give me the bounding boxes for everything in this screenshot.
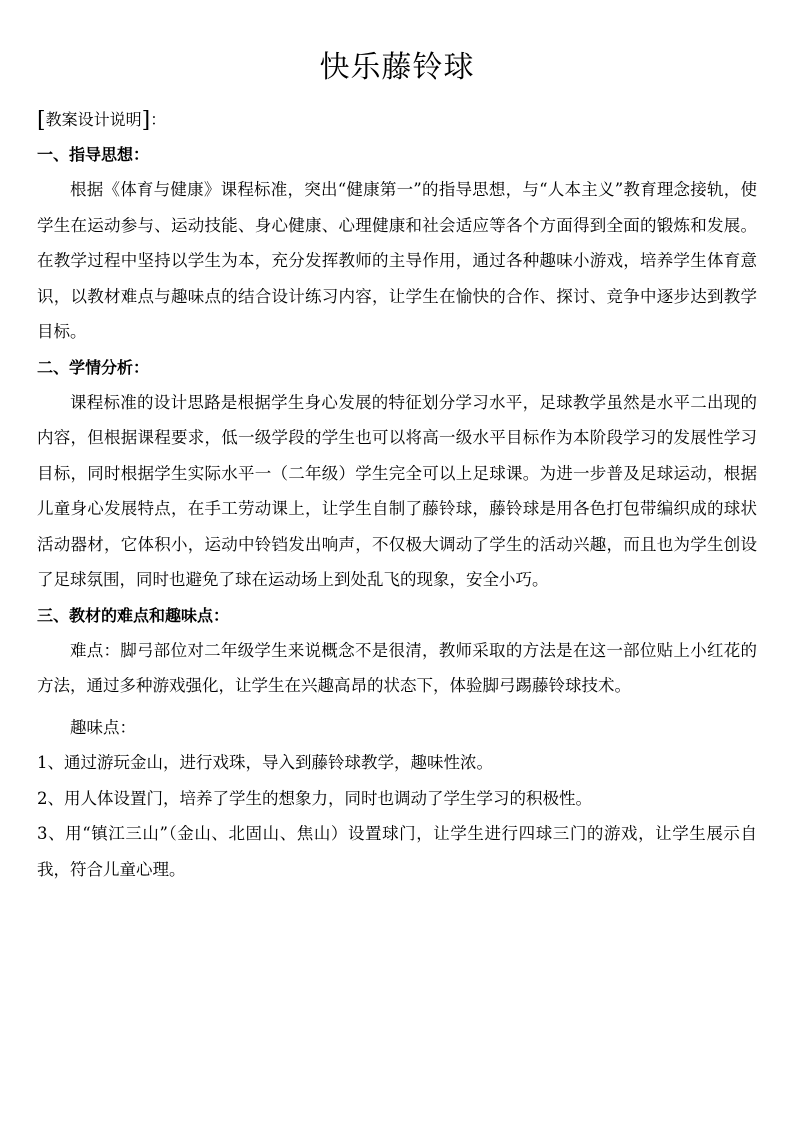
interest-points-heading: 趣味点： bbox=[70, 717, 136, 737]
design-note-bracket-close: ] bbox=[141, 108, 151, 133]
section-paragraph-guiding-ideology: 根据《体育与健康》课程标准，突出“健康第一”的指导思想，与“人本主义”教育理念接轨，使学生在运动参与、运动技能、身心健康、心理健康和社会适应等各个方面得到全面的锻炼和发展。在教学过程中坚持以学生为本，充分发挥教师的主导作用，通过各种趣味小游戏，培养学生体育意识，以教材难点与趣味点的结合设计练习内容，让学生在愉快的合作、探讨、竞争中逐步达到教学目标。 bbox=[37, 180, 757, 341]
design-note-colon: ： bbox=[150, 110, 167, 129]
section-paragraph-student-analysis: 课程标准的设计思路是根据学生身心发展的特征划分学习水平，足球教学虽然是水平二出现的内容，但根据课程要求，低一级学段的学生也可以将高一级水平目标作为本阶段学习的发展性学习目标，同时根据学生实际水平一（二年级）学生完全可以上足球课。为进一步普及足球运动，根据儿童身心发展特点，在手工劳动课上，让学生自制了藤铃球，藤铃球是用各色打包带编织成的球状活动器材，它体积小，运动中铃铛发出响声，不仅极大调动了学生的活动兴趣，而且也为学生创设了足球氛围，同时也避免了球在运动场上到处乱飞的现象，安全小巧。 bbox=[37, 392, 757, 589]
design-note-heading bbox=[37, 103, 757, 137]
interest-point-item: 2、用人体设置门，培养了学生的想象力，同时也调动了学生学习的积极性。 bbox=[37, 788, 592, 808]
interest-point-item: 3、用“镇江三山”（金山、北固山、焦山）设置球门，让学生进行四球三门的游戏，让学生展示自我，符合儿童心理。 bbox=[37, 824, 757, 879]
interest-point-item: 1、通过游玩金山，进行戏珠，导入到藤铃球教学，趣味性浓。 bbox=[37, 753, 493, 772]
document-title: 快乐藤铃球 bbox=[319, 50, 475, 85]
design-note-bracket-open: [ bbox=[37, 108, 46, 133]
section-paragraph-difficulties: 难点：脚弓部位对二年级学生来说概念不是很清，教师采取的方法是在这一部位贴上小红花的方法，通过多种游戏强化，让学生在兴趣高昂的状态下，体验脚弓踢藤铃球技术。 bbox=[37, 640, 757, 695]
document-body bbox=[37, 103, 757, 887]
section-heading-guiding-ideology: 一、指导思想： bbox=[37, 145, 150, 164]
section-heading-student-analysis: 二、学情分析： bbox=[37, 357, 150, 377]
section-heading-difficulties: 三、教材的难点和趣味点： bbox=[37, 605, 230, 625]
design-note-label: 教案设计说明 bbox=[45, 110, 142, 129]
